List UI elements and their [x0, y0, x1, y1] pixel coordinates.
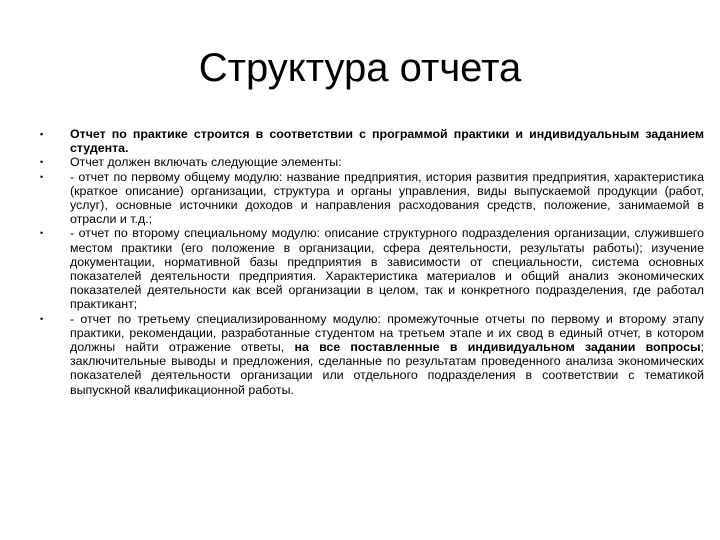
specialized-module-text-end: ; заключительные выводы и предложения, сделанные по результатам проведенного анализа экономических показателей деятельности организации или отдельного подразделения в соответствии с тематикой выпускной квалификационной работы. — [70, 340, 704, 397]
bullet-list — [40, 127, 704, 397]
bullet-item-report-elements: • Отчет должен включать следующие элементы: — [40, 155, 704, 169]
bullet-item-report-basis: • Отчет по практике строится в соответствии с программой практики и индивидуальным заданием студента. — [40, 127, 704, 155]
bullet-item-general-module: • - отчет по первому общему модулю: название предприятия, история развития предприятия, характеристика (краткое описание) организации, структура и органы управления, виды выпускаемой продукции (работ, услуг), основные источники доходов и направления расходования средств, положение, занимаемой в отрасли и т.д.; — [40, 170, 704, 227]
bullet-item-special-module: • - отчет по второму специальному модулю: описание структурного подразделения организации, служившего местом практики (его положение в организации, сфера деятельности, результаты работы); изучение документации, нормативной базы предприятия в зависимости от специальности, система основных показателей деятельности предприятия. Характеристика материалов и общий анализ экономических показателей деятельности как всей организации в целом, так и конкретного подразделения, где работал практикант; — [40, 226, 704, 311]
bullet-item-specialized-module — [40, 312, 704, 397]
specialized-module-text-start: - отчет по третьему специализированному модулю: промежуточные отчеты по первому и второму этапу практики, рекомендации, разработанные студентом на третьем этапе и их свод в единый отчет, в котором должны найти отражение ответы, — [70, 311, 704, 355]
slide-title: Структура отчета — [198, 46, 522, 90]
specialized-module-text-emphasis: на все поставленные в индивидуальном задании вопросы — [294, 340, 701, 355]
